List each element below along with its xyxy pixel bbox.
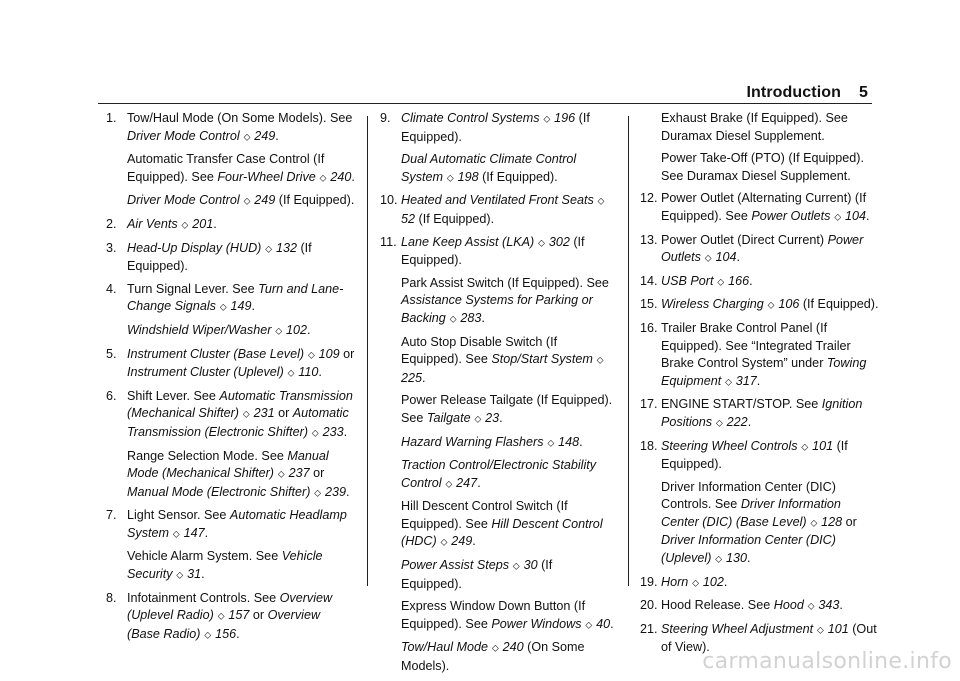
cross-reference: 40 [596, 616, 611, 631]
cross-reference: 132 [275, 240, 297, 255]
cross-reference: 249 [254, 128, 276, 143]
item-number: 1. [106, 111, 117, 125]
text-run: Shift Lever. See [127, 388, 220, 403]
text-run: Auto Stop Disable Switch (If Equipped). See [401, 334, 558, 367]
text-run: . [422, 370, 426, 385]
text-run: (If Equipped). [127, 240, 312, 274]
cross-reference: 102 [286, 322, 308, 337]
list-item [640, 438, 882, 569]
cross-reference: 249 [254, 193, 276, 208]
list-item [640, 396, 882, 432]
text-run: or [339, 346, 355, 361]
cross-reference: 101 [812, 438, 834, 453]
text-run: Power Take-Off (PTO) (If Equipped). See Duramax Diesel Supplement. [661, 151, 864, 183]
page-ref-icon: ⬦ [309, 427, 322, 439]
column-2 [380, 110, 616, 681]
item-number: 8. [106, 590, 117, 605]
text-run: (If Equipped). [401, 234, 585, 268]
list-item [640, 296, 882, 315]
item-text [661, 320, 882, 391]
item-text [401, 639, 616, 675]
item-text [661, 296, 882, 315]
text-run: Park Assist Switch (If Equipped). See [401, 275, 609, 290]
item-text [401, 334, 616, 388]
text-run: or [309, 466, 325, 481]
item-text [661, 190, 882, 226]
cross-reference: 247 [456, 475, 478, 490]
item-text [127, 216, 356, 235]
cross-reference: 198 [457, 169, 479, 184]
text-run: . [236, 626, 240, 641]
item-text [401, 234, 616, 270]
cross-reference: Driver Information Center (DIC) (Uplevel) [661, 533, 836, 566]
cross-reference: 52 [401, 211, 416, 226]
cross-reference: 147 [183, 525, 205, 540]
text-run: . [746, 551, 751, 566]
cross-reference: Automatic Transmission (Electronic Shifter) [127, 406, 349, 439]
cross-reference: 249 [451, 534, 473, 549]
list-item [380, 110, 616, 187]
cross-reference: 156 [215, 626, 237, 641]
cross-reference: Assistance Systems for Parking or Backing [401, 293, 593, 325]
cross-reference: 110 [298, 365, 319, 380]
text-run: or [274, 406, 293, 421]
list-item [640, 597, 882, 616]
page-ref-icon: ⬦ [214, 611, 228, 623]
cross-reference: Horn [661, 574, 689, 589]
text-run: . [351, 169, 355, 184]
text-run: (If Equipped). [401, 558, 553, 591]
text-run: . [251, 299, 255, 314]
text-run: . [275, 128, 279, 143]
list-item [640, 190, 882, 226]
cross-reference: 302 [548, 234, 570, 249]
item-text [127, 110, 356, 146]
item-text [127, 590, 356, 645]
cross-reference: Towing Equipment [661, 356, 867, 388]
text-run: . [839, 598, 843, 613]
page-ref-icon: ⬦ [316, 172, 330, 184]
page-ref-icon: ⬦ [713, 417, 726, 429]
item-number: 3. [106, 240, 117, 255]
text-run: . [472, 534, 476, 549]
cross-reference: 317 [735, 373, 757, 388]
text-run: Driver Information Center (DIC) Controls. See [661, 479, 836, 512]
item-text [401, 598, 616, 634]
item-number: 5. [106, 346, 117, 361]
text-run: Express Window Down Button (If Equipped). See [401, 599, 586, 631]
cross-reference: Manual Mode (Electronic Shifter) [127, 484, 311, 499]
text-run: . [747, 414, 752, 429]
item-text [127, 192, 356, 211]
page-ref-icon: ⬦ [240, 196, 254, 208]
item-text [127, 448, 356, 503]
cross-reference: Hill Descent Control (HDC) [401, 516, 603, 549]
cross-reference: Lane Keep Assist (LKA) [401, 234, 535, 249]
item-number: 14. [640, 273, 658, 288]
page-ref-icon: ⬦ [170, 528, 183, 540]
text-run: Vehicle Alarm System. See [127, 549, 282, 564]
cross-reference: 109 [318, 346, 340, 361]
page-ref-icon: ⬦ [262, 243, 275, 255]
cross-reference: 128 [821, 514, 843, 529]
text-run: . [477, 475, 481, 490]
cross-reference: 237 [288, 466, 310, 481]
cross-reference: 106 [778, 297, 800, 312]
cross-reference: 343 [818, 598, 840, 613]
page-number: 5 [859, 84, 868, 101]
cross-reference: Driver Mode Control [127, 128, 240, 143]
page-ref-icon: ⬦ [284, 368, 298, 380]
item-number: 12. [640, 191, 658, 206]
cross-reference: Overview (Uplevel Radio) [127, 590, 333, 623]
cross-reference: Traction Control/Electronic Stability Control [401, 458, 597, 490]
cross-reference: Vehicle Security [127, 549, 323, 582]
cross-reference: Turn and Lane-Change Signals [127, 281, 344, 314]
page-ref-icon: ⬦ [593, 355, 604, 367]
page-ref-icon: ⬦ [275, 469, 288, 481]
cross-reference: 31 [187, 567, 202, 582]
text-run: Power Release Tailgate (If Equipped). See [401, 393, 613, 425]
cross-reference: Heated and Ventilated Front Seats [401, 193, 594, 208]
list-item [106, 346, 356, 383]
page-ref-icon: ⬦ [804, 601, 818, 613]
item-text [127, 388, 356, 443]
text-run: . [343, 424, 348, 439]
text-run: Power Outlet (Alternating Current) (If Equipped). See [661, 191, 867, 223]
item-number: 11. [380, 234, 397, 249]
cross-reference: Windshield Wiper/Washer [127, 322, 272, 337]
cross-reference: 240 [502, 640, 524, 655]
text-run: (If Equipped). [275, 193, 355, 208]
cross-reference: Power Outlets [751, 208, 831, 223]
text-run: (If Equipped). [415, 211, 495, 226]
cross-reference: 222 [726, 414, 748, 429]
column-divider [628, 116, 629, 586]
text-run: Turn Signal Lever. See [127, 281, 259, 296]
text-run: (On Some Models). [401, 640, 585, 674]
page-header [746, 84, 868, 102]
page-ref-icon: ⬦ [240, 409, 253, 421]
text-run: Trailer Brake Control Panel (If Equipped). See “Integrated Trailer Brake Control System” under [661, 320, 851, 371]
item-text [661, 438, 882, 474]
cross-reference: 231 [253, 406, 275, 421]
cross-reference: Wireless Charging [661, 297, 764, 312]
item-text [661, 273, 882, 292]
cross-reference: Stop/Start System [491, 352, 593, 367]
text-run: . [307, 322, 311, 337]
cross-reference: Steering Wheel Adjustment [661, 621, 814, 636]
item-number: 7. [106, 508, 117, 523]
cross-reference: 240 [330, 169, 352, 184]
cross-reference: Power Assist Steps [401, 558, 510, 573]
text-run: (If Equipped). [799, 297, 879, 312]
item-text [661, 150, 882, 185]
page-ref-icon: ⬦ [722, 376, 735, 388]
item-text [661, 574, 882, 593]
item-text [661, 597, 882, 616]
text-run: (If Equipped). [401, 111, 590, 144]
list-item [106, 216, 356, 235]
cross-reference: USB Port [661, 273, 714, 288]
text-run: ENGINE START/STOP. See [661, 397, 822, 412]
page-ref-icon: ⬦ [489, 643, 502, 655]
item-text [401, 151, 616, 187]
list-item [380, 234, 616, 676]
cross-reference: 157 [228, 608, 250, 623]
cross-reference: 196 [554, 111, 576, 125]
page-ref-icon: ⬦ [446, 313, 460, 325]
page-ref-icon: ⬦ [714, 276, 728, 288]
page-ref-icon: ⬦ [831, 211, 844, 223]
page-ref-icon: ⬦ [178, 219, 192, 231]
page-ref-icon: ⬦ [712, 554, 725, 566]
item-text [401, 557, 616, 593]
item-number: 6. [106, 388, 117, 403]
text-run: Power Outlet (Direct Current) [661, 232, 828, 247]
cross-reference: Climate Control Systems [401, 111, 540, 125]
cross-reference: Air Vents [127, 216, 178, 231]
item-text [127, 151, 356, 187]
page-ref-icon: ⬦ [582, 619, 596, 631]
text-run: or [842, 514, 857, 529]
list-item [640, 232, 882, 268]
item-number: 18. [640, 438, 658, 453]
item-text [401, 457, 616, 493]
text-run: . [213, 216, 217, 231]
text-run: . [481, 310, 485, 325]
text-run: . [499, 410, 503, 425]
cross-reference: 102 [702, 574, 724, 589]
page-ref-icon: ⬦ [764, 300, 778, 312]
list-item [106, 507, 356, 584]
cross-reference: 239 [324, 484, 346, 499]
text-run: Tow/Haul Mode (On Some Models). See [127, 111, 353, 125]
item-number: 4. [106, 281, 117, 296]
text-run: . [756, 373, 761, 388]
header-rule [98, 103, 872, 104]
page-ref-icon: ⬦ [594, 196, 605, 208]
cross-reference: Instrument Cluster (Base Level) [127, 346, 305, 361]
list-item [380, 192, 616, 228]
item-number: 16. [640, 320, 658, 335]
text-run: . [610, 616, 614, 631]
text-run: . [579, 434, 583, 449]
item-text [401, 192, 616, 228]
text-run: Automatic Transfer Case Control (If Equipped). See [127, 152, 325, 184]
item-text [127, 281, 356, 317]
cross-reference: Automatic Headlamp System [127, 508, 347, 540]
item-number: 20. [640, 598, 658, 613]
text-run: . [318, 365, 322, 380]
cross-reference: Steering Wheel Controls [661, 438, 798, 453]
cross-reference: Tailgate [426, 410, 471, 425]
page-ref-icon: ⬦ [272, 325, 285, 337]
list-item [106, 240, 356, 276]
cross-reference: Hazard Warning Flashers [401, 434, 544, 449]
text-run: Hood Release. See [661, 598, 774, 613]
page-ref-icon: ⬦ [510, 561, 523, 573]
cross-reference: Dual Automatic Climate Control System [401, 152, 577, 184]
page-ref-icon: ⬦ [540, 114, 554, 125]
item-number: 13. [640, 232, 658, 247]
page-ref-icon: ⬦ [305, 349, 318, 361]
item-text [127, 322, 356, 341]
page-ref-icon: ⬦ [444, 172, 457, 184]
item-text [401, 434, 616, 453]
cross-reference: Hood [773, 598, 804, 613]
page-ref-icon: ⬦ [807, 517, 821, 529]
cross-reference: 30 [523, 558, 538, 573]
item-number: 15. [640, 297, 658, 312]
item-text [661, 479, 882, 569]
text-run: Exhaust Brake (If Equipped). See Duramax Diesel Supplement. [661, 111, 848, 143]
item-number: 19. [640, 574, 658, 589]
item-number: 2. [106, 216, 117, 231]
text-run: (Out of View). [661, 621, 877, 655]
cross-reference: 148 [558, 434, 580, 449]
page-ref-icon: ⬦ [201, 629, 215, 641]
section-title: Introduction [746, 84, 841, 101]
cross-reference: 101 [827, 621, 849, 636]
cross-reference: 104 [844, 208, 866, 223]
cross-reference: 149 [230, 299, 252, 314]
text-run: Light Sensor. See [127, 508, 230, 523]
cross-reference: Driver Information Center (DIC) (Base Level) [661, 497, 841, 529]
list-item [106, 590, 356, 645]
item-text [127, 548, 356, 584]
text-run: (If Equipped). [478, 169, 558, 184]
cross-reference: Power Outlets [661, 232, 864, 265]
list-item [640, 110, 882, 185]
cross-reference: Driver Mode Control [127, 193, 240, 208]
text-run: . [723, 574, 728, 589]
text-run: . [345, 484, 350, 499]
item-text [127, 507, 356, 543]
list-item [106, 110, 356, 211]
item-text [661, 232, 882, 268]
cross-reference: 201 [192, 216, 214, 231]
cross-reference: Head-Up Display (HUD) [127, 240, 262, 255]
list-item [640, 574, 882, 593]
text-run: . [749, 273, 753, 288]
page-ref-icon: ⬦ [437, 537, 451, 549]
item-text [127, 240, 356, 276]
cross-reference: Four-Wheel Drive [217, 169, 316, 184]
item-text [127, 346, 356, 383]
list-item [640, 273, 882, 292]
text-run: . [204, 525, 209, 540]
item-text [401, 110, 616, 146]
column-3 [640, 110, 882, 662]
text-run: Hill Descent Control Switch (If Equipped). See [401, 499, 568, 531]
cross-reference: Ignition Positions [661, 397, 863, 429]
cross-reference: 130 [725, 551, 747, 566]
item-text [661, 396, 882, 432]
cross-reference: Power Windows [491, 616, 582, 631]
page-ref-icon: ⬦ [173, 570, 187, 582]
cross-reference: Automatic Transmission (Mechanical Shifter) [127, 388, 353, 421]
page-ref-icon: ⬦ [471, 413, 485, 425]
item-text [401, 498, 616, 552]
page-ref-icon: ⬦ [311, 487, 324, 499]
item-number: 21. [640, 621, 658, 636]
item-text [661, 110, 882, 145]
cross-reference: Tow/Haul Mode [401, 640, 489, 655]
page-ref-icon: ⬦ [798, 441, 812, 453]
list-item [106, 281, 356, 341]
item-text [401, 275, 616, 329]
column-divider [367, 116, 368, 586]
cross-reference: Overview (Base Radio) [127, 608, 321, 641]
cross-reference: Instrument Cluster (Uplevel) [127, 365, 284, 380]
text-run: . [201, 567, 205, 582]
text-run: or [249, 608, 268, 623]
text-run: Infotainment Controls. See [127, 590, 280, 605]
column-1 [106, 110, 356, 649]
text-run: . [866, 208, 870, 223]
item-text [401, 392, 616, 428]
cross-reference: 233 [322, 424, 344, 439]
page-ref-icon: ⬦ [814, 624, 827, 636]
cross-reference: Manual Mode (Mechanical Shifter) [127, 448, 329, 481]
cross-reference: 104 [715, 250, 737, 265]
cross-reference: 225 [401, 370, 423, 385]
item-number: 9. [380, 111, 391, 125]
text-run: Range Selection Mode. See [127, 448, 288, 463]
text-run: . [736, 250, 740, 265]
watermark: carmanualsonline.info [702, 649, 952, 674]
page-ref-icon: ⬦ [689, 577, 702, 589]
page-ref-icon: ⬦ [216, 302, 230, 314]
page-ref-icon: ⬦ [544, 437, 558, 449]
page-ref-icon: ⬦ [442, 478, 456, 490]
list-item [640, 320, 882, 391]
cross-reference: 166 [728, 273, 750, 288]
item-number: 10. [380, 193, 398, 208]
cross-reference: 283 [460, 310, 482, 325]
item-number: 17. [640, 397, 658, 412]
text-run: (If Equipped). [661, 438, 848, 472]
page-ref-icon: ⬦ [701, 253, 715, 265]
page-ref-icon: ⬦ [535, 237, 548, 249]
list-item [106, 388, 356, 503]
cross-reference: 23 [485, 410, 500, 425]
page-ref-icon: ⬦ [240, 131, 254, 143]
